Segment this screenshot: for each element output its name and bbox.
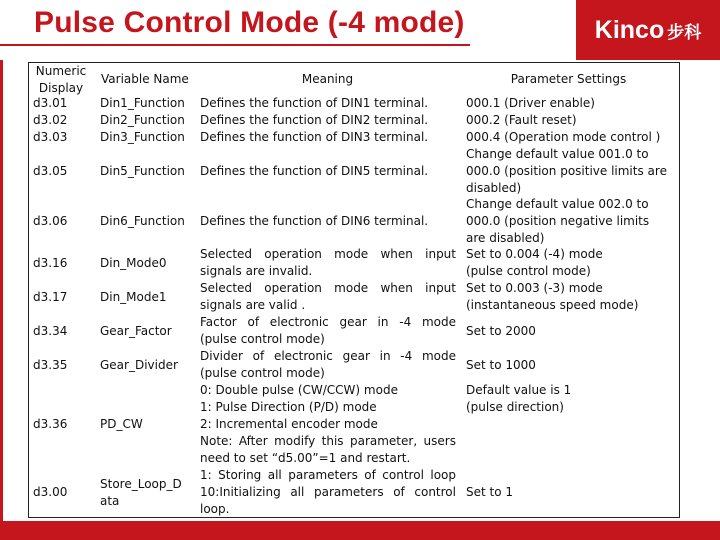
row-2-numeric-display xyxy=(33,112,93,129)
cell-line: d3.02 xyxy=(33,113,68,127)
cell-line: d3.03 xyxy=(33,130,68,144)
cell-line: PD_CW xyxy=(100,417,143,431)
row-10-variable-name xyxy=(100,416,198,433)
cell-line: Set to 2000 xyxy=(466,324,536,338)
row-1-variable-name xyxy=(100,95,198,112)
cell-line: signals are valid . xyxy=(200,298,306,312)
cell-line: d3.00 xyxy=(33,485,68,499)
row-4-numeric-display xyxy=(33,163,93,180)
cell-line: Set to 1000 xyxy=(466,358,536,372)
cell-line: disabled) xyxy=(466,181,522,195)
cell-line: 1: Pulse Direction (P/D) mode xyxy=(200,400,377,414)
row-9-numeric-display xyxy=(33,357,93,374)
cell-line: Gear_Factor xyxy=(100,324,172,338)
cell-line: Gear_Divider xyxy=(100,358,178,372)
cell-line: d3.35 xyxy=(33,358,68,372)
row-3-meaning xyxy=(200,129,456,146)
row-5-numeric-display xyxy=(33,213,93,230)
cell-line: 0: Double pulse (CW/CCW) mode xyxy=(200,383,398,397)
row-5-variable-name xyxy=(100,213,198,230)
row-7-numeric-display xyxy=(33,289,93,306)
cell-line: (pulse control mode) xyxy=(200,332,325,346)
page-title: Pulse Control Mode (-4 mode) xyxy=(34,6,465,39)
row-2-meaning xyxy=(200,112,456,129)
row-8-parameter-setting xyxy=(466,323,676,340)
cell-line: (pulse control mode) xyxy=(200,366,325,380)
cell-line: Defines the function of DIN3 terminal. xyxy=(200,130,429,144)
header-numeric-display: Numeric Display xyxy=(35,64,87,95)
cell-line: Set to 1 xyxy=(466,485,514,499)
row-3-parameter-setting xyxy=(466,129,676,146)
logo-chinese: 步科 xyxy=(667,22,702,43)
cell-line: Din_Mode1 xyxy=(100,290,167,304)
row-1-meaning xyxy=(200,95,456,112)
cell-line: d3.17 xyxy=(33,290,68,304)
cell-line: 000.2 (Fault reset) xyxy=(466,113,577,127)
row-8-meaning xyxy=(200,314,456,348)
cell-line: d3.16 xyxy=(33,256,68,270)
header-variable-name: Variable Name xyxy=(101,72,189,86)
row-9-parameter-setting xyxy=(466,357,676,374)
cell-line: (pulse control mode) xyxy=(466,264,591,278)
row-7-variable-name xyxy=(100,289,198,306)
cell-line: Store_Loop_D xyxy=(100,477,182,491)
row-6-meaning xyxy=(200,246,456,280)
row-1-numeric-display xyxy=(33,95,93,112)
row-2-variable-name xyxy=(100,112,198,129)
cell-line: Selected operation mode when input xyxy=(200,247,456,261)
cell-line: Change default value 002.0 to xyxy=(466,197,649,211)
cell-line: 10:Initializing all parameters of control xyxy=(200,485,456,499)
row-11-parameter-setting xyxy=(466,484,676,501)
cell-line: Default value is 1 xyxy=(466,383,572,397)
row-10-meaning xyxy=(200,382,456,467)
cell-line: loop. xyxy=(200,502,230,516)
row-11-numeric-display xyxy=(33,484,93,501)
row-11-meaning xyxy=(200,467,456,518)
title-underline xyxy=(0,44,470,46)
cell-line: Din5_Function xyxy=(100,164,185,178)
row-10-numeric-display xyxy=(33,416,93,433)
row-9-meaning xyxy=(200,348,456,382)
cell-line: Defines the function of DIN2 terminal. xyxy=(200,113,429,127)
row-6-parameter-setting xyxy=(466,246,676,280)
left-accent-bar xyxy=(0,60,3,522)
row-4-parameter-setting xyxy=(466,146,676,197)
logo-brand: Kinco xyxy=(594,15,665,44)
cell-line: Din3_Function xyxy=(100,130,185,144)
row-5-parameter-setting xyxy=(466,196,676,247)
row-4-meaning xyxy=(200,163,456,180)
cell-line: Defines the function of DIN1 terminal. xyxy=(200,96,429,110)
cell-line: 2: Incremental encoder mode xyxy=(200,417,378,431)
cell-line: Defines the function of DIN5 terminal. xyxy=(200,164,429,178)
row-3-numeric-display xyxy=(33,129,93,146)
cell-line: d3.34 xyxy=(33,324,68,338)
cell-line: (instantaneous speed mode) xyxy=(466,298,639,312)
cell-line: ata xyxy=(100,494,120,508)
cell-line: (pulse direction) xyxy=(466,400,564,414)
header-parameter-settings: Parameter Settings xyxy=(510,72,627,86)
cell-line: Din_Mode0 xyxy=(100,256,167,270)
cell-line: Selected operation mode when input xyxy=(200,281,456,295)
row-7-parameter-setting xyxy=(466,280,676,314)
cell-line: Din2_Function xyxy=(100,113,185,127)
header-meaning: Meaning xyxy=(301,72,354,86)
row-11-variable-name xyxy=(100,476,198,510)
cell-line: 000.0 (position positive limits are xyxy=(466,164,667,178)
row-7-meaning xyxy=(200,280,456,314)
cell-line: d3.06 xyxy=(33,214,68,228)
cell-line: Factor of electronic gear in -4 mode xyxy=(200,315,456,329)
cell-line: Din1_Function xyxy=(100,96,185,110)
cell-line: Change default value 001.0 to xyxy=(466,147,649,161)
cell-line: d3.01 xyxy=(33,96,68,110)
cell-line: Divider of electronic gear in -4 mode xyxy=(200,349,456,363)
cell-line: Set to 0.003 (-3) mode xyxy=(466,281,603,295)
cell-line: Note: After modify this parameter, users xyxy=(200,434,456,448)
cell-line: Defines the function of DIN6 terminal. xyxy=(200,214,429,228)
row-5-meaning xyxy=(200,213,456,230)
cell-line: Set to 0.004 (-4) mode xyxy=(466,247,603,261)
cell-line: d3.05 xyxy=(33,164,68,178)
cell-line: signals are invalid. xyxy=(200,264,313,278)
row-8-variable-name xyxy=(100,323,198,340)
row-3-variable-name xyxy=(100,129,198,146)
row-8-numeric-display xyxy=(33,323,93,340)
cell-line: Din6_Function xyxy=(100,214,185,228)
cell-line: 000.0 (position negative limits xyxy=(466,214,650,228)
cell-line: need to set “d5.00”=1 and restart. xyxy=(200,451,411,465)
cell-line: 000.1 (Driver enable) xyxy=(466,96,595,110)
kinco-logo xyxy=(576,0,720,60)
cell-line: d3.36 xyxy=(33,417,68,431)
bottom-accent-bar xyxy=(0,521,720,540)
row-9-variable-name xyxy=(100,357,198,374)
row-1-parameter-setting xyxy=(466,95,676,112)
cell-line: 1: Storing all parameters of control loop xyxy=(200,468,456,482)
row-6-variable-name xyxy=(100,255,198,272)
row-10-parameter-setting xyxy=(466,382,676,416)
row-2-parameter-setting xyxy=(466,112,676,129)
cell-line: 000.4 (Operation mode control ) xyxy=(466,130,661,144)
row-6-numeric-display xyxy=(33,255,93,272)
cell-line: are disabled) xyxy=(466,231,545,245)
row-4-variable-name xyxy=(100,163,198,180)
